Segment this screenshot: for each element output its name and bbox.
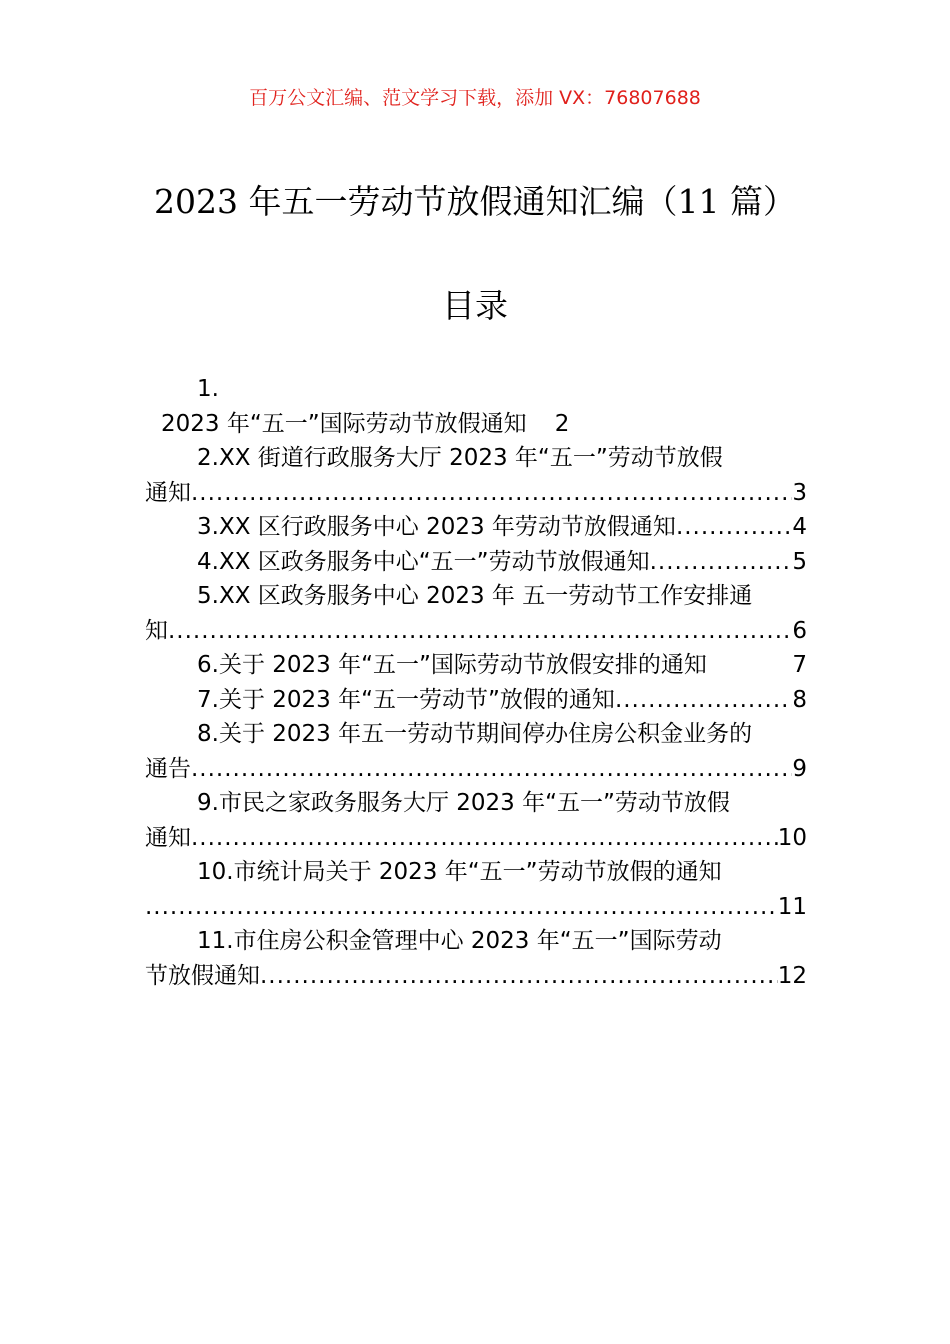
toc-item-title-continued: 节放假通知 bbox=[145, 962, 260, 989]
toc-item-8[interactable] bbox=[145, 717, 807, 786]
toc-item-2[interactable] bbox=[145, 441, 807, 510]
toc-item-4[interactable] bbox=[145, 545, 807, 580]
toc-item-title: 8.关于 2023 年五一劳动节期间停办住房公积金业务的 bbox=[197, 721, 753, 747]
toc-item-page: 9 bbox=[792, 755, 807, 782]
toc-item-title-continued: 通告 bbox=[145, 755, 191, 782]
toc-leader-dots bbox=[145, 890, 778, 925]
toc-item-title: 5.XX 区政务服务中心 2023 年 五一劳动节工作安排通 bbox=[197, 583, 753, 609]
toc-leader-dots bbox=[168, 614, 792, 649]
toc-leader-dots bbox=[191, 821, 778, 856]
toc-leader-dots bbox=[650, 545, 793, 580]
toc-item-title: 2023 年“五一”国际劳动节放假通知 bbox=[161, 410, 527, 437]
toc-item-11[interactable] bbox=[145, 924, 807, 993]
toc-item-title: 7.关于 2023 年“五一劳动节”放假的通知 bbox=[197, 686, 615, 713]
header-note: 百万公文汇编、范文学习下载，添加 VX：76807688 bbox=[249, 87, 701, 109]
toc-item-page: 10 bbox=[777, 824, 807, 851]
toc-item-title-continued: 知 bbox=[145, 617, 168, 644]
toc-item-page: 7 bbox=[792, 652, 807, 678]
toc-item-3[interactable] bbox=[145, 510, 807, 545]
toc-item-page: 3 bbox=[792, 479, 807, 506]
toc-item-page: 12 bbox=[777, 962, 807, 989]
document-title: 2023 年五一劳动节放假通知汇编（11 篇） bbox=[154, 182, 796, 221]
toc-item-page: 4 bbox=[792, 514, 807, 540]
toc-item-title: 2.XX 街道行政服务大厅 2023 年“五一”劳动节放假 bbox=[197, 445, 723, 471]
table-of-contents bbox=[145, 372, 807, 993]
toc-item-title: 11.市住房公积金管理中心 2023 年“五一”国际劳动 bbox=[197, 928, 722, 954]
toc-leader-dots bbox=[191, 476, 792, 511]
toc-item-title: 3.XX 区行政服务中心 2023 年劳动节放假通知 bbox=[197, 514, 676, 540]
toc-item-title: 10.市统计局关于 2023 年“五一”劳动节放假的通知 bbox=[197, 859, 722, 885]
toc-item-page: 8 bbox=[792, 686, 807, 713]
toc-item-1[interactable] bbox=[145, 372, 807, 441]
toc-item-page: 2 bbox=[554, 410, 570, 437]
toc-item-number: 1. bbox=[197, 376, 219, 402]
toc-item-10[interactable] bbox=[145, 855, 807, 924]
toc-leader-dots bbox=[676, 510, 792, 545]
toc-item-9[interactable] bbox=[145, 786, 807, 855]
toc-item-page: 5 bbox=[792, 548, 807, 575]
toc-item-title: 9.市民之家政务服务大厅 2023 年“五一”劳动节放假 bbox=[197, 790, 730, 816]
toc-item-7[interactable] bbox=[145, 683, 807, 718]
toc-heading: 目录 bbox=[442, 286, 508, 325]
toc-item-title-continued: 通知 bbox=[145, 824, 191, 851]
toc-leader-dots bbox=[615, 683, 792, 718]
toc-item-6[interactable] bbox=[145, 648, 807, 683]
toc-item-title: 4.XX 区政务服务中心“五一”劳动节放假通知 bbox=[197, 548, 650, 575]
toc-leader-dots bbox=[191, 752, 792, 787]
toc-leader-dots bbox=[260, 959, 778, 994]
toc-item-page: 11 bbox=[777, 893, 807, 920]
toc-item-title: 6.关于 2023 年“五一”国际劳动节放假安排的通知 bbox=[197, 652, 707, 678]
toc-item-page: 6 bbox=[792, 617, 807, 644]
toc-item-title-continued: 通知 bbox=[145, 479, 191, 506]
toc-item-5[interactable] bbox=[145, 579, 807, 648]
